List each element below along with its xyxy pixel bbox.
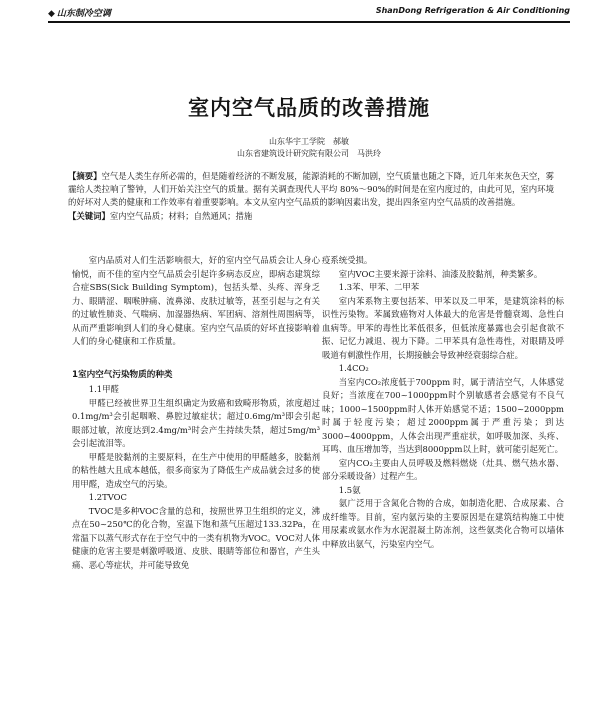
- abstract-body: [68, 170, 554, 210]
- author-block: [48, 136, 570, 160]
- journal-name-text: 山东制冷空调: [56, 9, 111, 19]
- paragraph: 室内苯系物主要包括苯、甲苯以及二甲苯，是建筑涂料的标识性污染物。苯属致癌物对人体最大的危害是骨髓衰竭、急性白血病等。甲苯的毒性比苯低很多，但低浓度暴露也会引起食欲不振、记忆力减退、视力下降。二甲苯具有急性毒性，对眼睛及呼吸道有刺激性作用，长期接触会导致神经衰弱综合症。: [322, 295, 564, 360]
- subsection-heading: 1.2TVOC: [88, 492, 127, 502]
- subsection-heading: 1.5氨: [338, 484, 361, 495]
- abstract-label: 【摘要】: [68, 171, 102, 181]
- keywords-text: 室内空气品质；材料；自然通风；措施: [109, 210, 253, 221]
- author-line-1: [48, 136, 570, 148]
- paragraph: 疫系统受损。: [322, 255, 373, 265]
- keywords: [68, 210, 554, 223]
- author-name: 马洪玲: [357, 149, 381, 158]
- header-rule: [48, 21, 570, 23]
- article-title: 室内空气品质的改善措施: [188, 96, 430, 120]
- keywords-label: 【关键词】: [68, 210, 110, 221]
- subsection-heading: 1.3苯、甲苯、二甲苯: [338, 282, 420, 292]
- paragraph: TVOC是多种VOC含量的总和，按照世界卫生组织的定义，沸点在50~250℃的化合物，室温下饱和蒸气压超过133.32Pa，在常温下以蒸气形式存在于空气中的一类有机物为VOC。VOC对人体健康的危害主要是刺激呼吸道、皮肤、眼睛等部位和器官，产生头痛、恶心等症状，并可能导致免: [72, 505, 320, 570]
- running-header: [48, 6, 570, 20]
- author-name: 郝敏: [333, 137, 349, 146]
- left-column: [72, 254, 320, 572]
- paragraph: 室内品质对人们生活影响很大，好的室内空气品质会让人身心愉悦，而不佳的室内空气品质会引起许多病态反应，即病态建筑综合症SBS(Sick Building Symptom)，包括头晕、头疼、浑身乏力、眼睛涩、咽喉肿痛、流鼻涕、皮肤过敏等，甚至引起与之有关的过敏性肺炎、气喘病、加湿器热病、军团病、溶剂性周围病等，从而严重影响到人们的身心健康。室内空气品质的好坏直接影响着人们的身心健康和工作质量。: [72, 255, 320, 346]
- subsection-heading: 1.4CO₂: [338, 363, 369, 373]
- diamond-icon: ◆: [48, 9, 55, 19]
- abstract: [68, 170, 554, 223]
- right-column: [322, 254, 564, 551]
- journal-name-en: ShanDong Refrigeration & Air Conditioning: [375, 6, 570, 15]
- paragraph: 氨广泛用于含氮化合物的合成，如制造化肥、合成尿素、合成纤维等。目前，室内氨污染的主要原因是在建筑结构施工中使用尿素或氨水作为水泥混凝土防冻剂，这些氨类化合物可以墙体中释放出氨气，污染室内空气。: [322, 498, 564, 549]
- abstract-text: 空气是人类生存所必需的，但是随着经济的不断发展，能源消耗的不断加剧，空气质量也随之下降，近几年来灰色天空，雾霾给人类拉响了警钟，人们开始关注空气的质量。据有关调查现代人平均 80%～90%的时间是在室内度过的，由此可见，室内环境的好坏对人类的健康和工作效率有着重要影响。本文从室内空气品质的影响因素出发，提出四条室内空气品质的改善措施。: [68, 171, 555, 208]
- paragraph: 甲醛是胶黏剂的主要原料，在生产中使用的甲醛越多，胶黏剂的粘性越大且成本越低，很多商家为了降低生产成品就会过多的使用甲醛，造成空气的污染。: [72, 451, 320, 489]
- paragraph: 甲醛已经被世界卫生组织确定为致癌和致畸形物质，浓度超过0.1mg/m³会引起咽喉、鼻腔过敏症状；超过0.6mg/m³即会引起眼部过敏，浓度达到2.4mg/m³时会产生持续失禁，超过5mg/m³会引起流泪等。: [72, 397, 320, 448]
- subsection-heading: 1.1甲醛: [88, 384, 119, 394]
- section-heading: 1室内空气污染物质的种类: [72, 369, 173, 380]
- author-affiliation: 山东华宇工学院: [269, 137, 325, 146]
- paragraph: 室内CO₂主要由人员呼吸及燃料燃烧（灶具、燃气热水器、部分采暖设备）过程产生。: [322, 457, 564, 481]
- author-line-2: [48, 148, 570, 160]
- journal-name: [48, 6, 111, 19]
- paragraph: 当室内CO₂浓度低于700ppm 时，属于清洁空气，人体感觉良好；当浓度在700~1000ppm时个别敏感者会感觉有不良气味；1000~1500ppm时人体开始感觉不适；1500~2000ppm时属于轻度污染；超过2000ppm属于严重污染；到达3000~4000ppm，人体会出现严重症状，如呼吸加深、头疼、耳鸣、血压增加等，当达到8000ppm以上时，就可能引起死亡。: [322, 376, 564, 454]
- author-affiliation: 山东省建筑设计研究院有限公司: [237, 149, 349, 158]
- paragraph: 室内VOC主要来源于涂料、油漆及胶黏剂，种类繁多。: [338, 268, 543, 279]
